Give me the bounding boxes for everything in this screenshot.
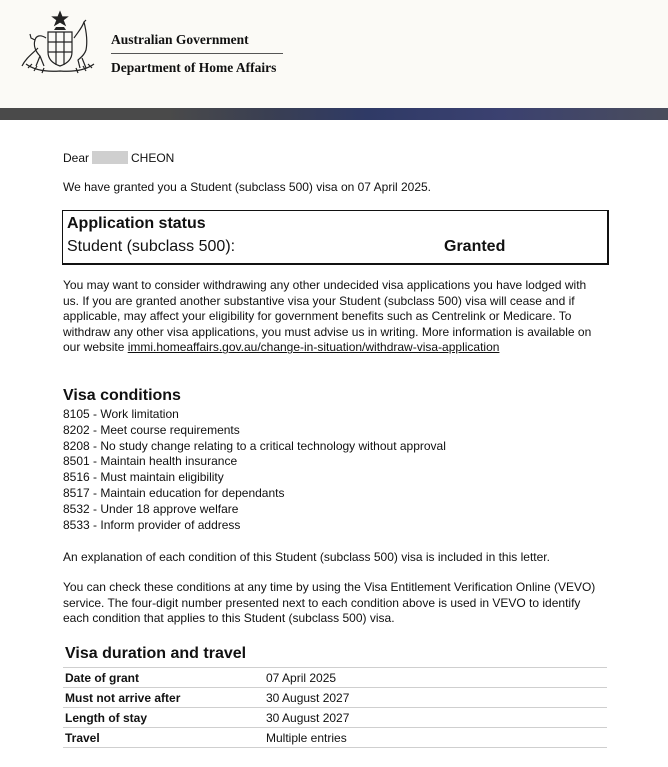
row-key: Must not arrive after bbox=[63, 688, 264, 708]
row-key: Travel bbox=[63, 728, 264, 748]
greeting-prefix: Dear bbox=[63, 151, 90, 165]
condition-item: 8105 - Work limitation bbox=[63, 407, 179, 421]
condition-item: 8208 - No study change relating to a critical technology without approval bbox=[63, 438, 446, 453]
conditions-explanation: An explanation of each condition of this Student (subclass 500) visa is included in this letter. bbox=[63, 550, 550, 564]
redacted-given-name bbox=[92, 151, 128, 164]
surname: CHEON bbox=[131, 151, 175, 165]
row-key: Date of grant bbox=[63, 668, 264, 688]
letterhead bbox=[0, 0, 668, 108]
table-row bbox=[63, 728, 607, 748]
condition-item: 8501 - Maintain health insurance bbox=[63, 454, 238, 469]
application-status-box bbox=[62, 210, 609, 265]
vevo-paragraph: You can check these conditions at any time by using the Visa Entitlement Verification Online (VEVO) service. The four-digit number presented next to each condition above is used in VEVO to identify each condition that applies to this Student (subclass 500) visa. bbox=[63, 580, 596, 626]
table-row bbox=[63, 668, 607, 688]
condition-item: 8516 - Must maintain eligibility bbox=[63, 470, 224, 485]
row-value: Multiple entries bbox=[264, 728, 607, 748]
condition-item: 8533 - Inform provider of address bbox=[63, 517, 241, 532]
conditions-list bbox=[63, 407, 446, 533]
duration-title: Visa duration and travel bbox=[65, 645, 247, 662]
withdraw-text: You may want to consider withdrawing any other undecided visa applications you have lodged with us. If you are granted another substantive visa your Student (subclass 500) visa will cease and if applicable, may affect your eligibility for government benefits such as Centrelink or Medicare. To withdraw any other visa applications, you must advise us in writing. More information is available on our website bbox=[63, 278, 592, 355]
status-title: Application status bbox=[67, 215, 206, 232]
withdraw-paragraph bbox=[63, 278, 603, 356]
government-name: Australian Government bbox=[111, 32, 249, 47]
header-band bbox=[0, 108, 668, 120]
duration-table bbox=[63, 667, 607, 748]
table-row bbox=[63, 708, 607, 728]
row-value: 07 April 2025 bbox=[264, 668, 607, 688]
granted-sentence: We have granted you a Student (subclass 500) visa on 07 April 2025. bbox=[63, 180, 432, 194]
department-name: Department of Home Affairs bbox=[111, 60, 277, 75]
condition-item: 8532 - Under 18 approve welfare bbox=[63, 501, 239, 516]
table-row bbox=[63, 688, 607, 708]
letterhead-divider bbox=[111, 53, 283, 54]
condition-item: 8202 - Meet course requirements bbox=[63, 422, 240, 437]
status-label: Student (subclass 500): bbox=[67, 238, 236, 255]
conditions-title: Visa conditions bbox=[63, 387, 181, 404]
withdraw-link[interactable]: immi.homeaffairs.gov.au/change-in-situation/withdraw-visa-application bbox=[127, 340, 500, 355]
row-value: 30 August 2027 bbox=[264, 708, 607, 728]
condition-item: 8517 - Maintain education for dependants bbox=[63, 485, 285, 500]
greeting bbox=[63, 151, 174, 167]
row-key: Length of stay bbox=[63, 708, 264, 728]
coat-of-arms-icon bbox=[18, 10, 102, 84]
row-value: 30 August 2027 bbox=[264, 688, 607, 708]
status-value: Granted bbox=[444, 238, 506, 255]
